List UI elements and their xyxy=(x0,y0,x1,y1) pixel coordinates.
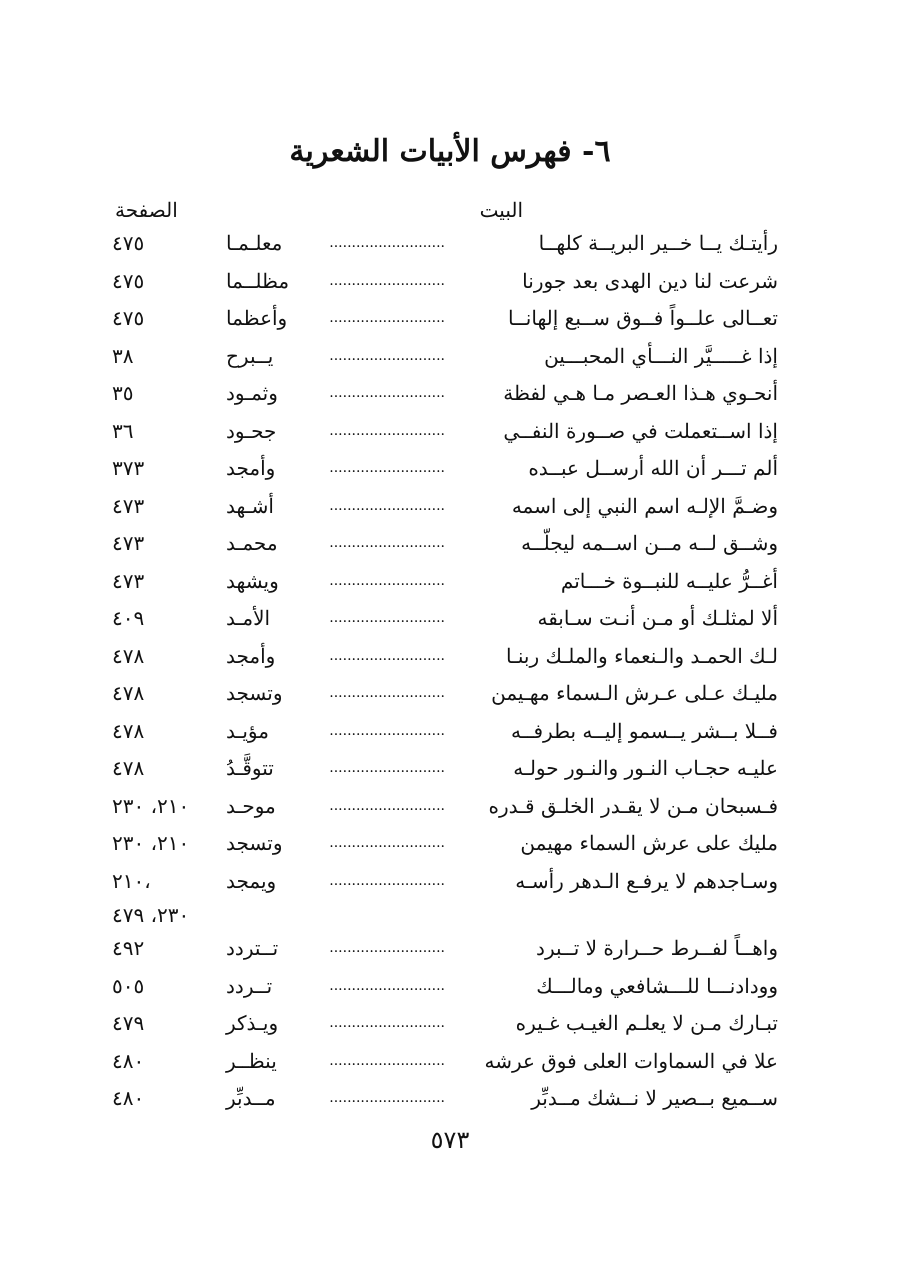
table-row: مليـك عـلى عـرش الـسماء مهـيمن .......................... وتسجد ٤٧٨ xyxy=(0,675,900,713)
verse-text: وشــق لــه مــن اســمه ليجلّــه xyxy=(521,531,778,555)
page-reference: ٤٧٥ xyxy=(112,306,145,330)
table-row: مليك على عرش السماء مهيمن .......................... وتسجد ٢١٠، ٢٣٠ xyxy=(0,825,900,863)
page-reference: ٤٧٩ xyxy=(112,1011,145,1035)
page-reference: ٤٧٨ xyxy=(112,756,145,780)
table-row: أنحـوي هـذا العـصر مـا هـي لفظة .......................... وثمـود ٣٥ xyxy=(0,375,900,413)
page-reference: ٢١٠، ٢٣٠ xyxy=(112,793,190,818)
rhyme-word: مؤيـد xyxy=(226,718,269,743)
verse-text: وسـاجدهم لا يرفـع الـدهر رأسـه xyxy=(515,868,778,893)
page-reference: ٤٧٣ xyxy=(112,531,145,555)
page-reference: ٢٣٠، ٤٧٩ xyxy=(112,903,190,927)
verse-text: وودادنـــا للـــشافعي ومالـــك xyxy=(536,973,778,998)
table-row: شرعت لنا دين الهدى بعد جورنا .......................... مظلــما ٤٧٥ xyxy=(0,263,900,301)
rhyme-word: موحـد xyxy=(226,793,276,818)
page-reference: ٤٨٠ xyxy=(112,1048,145,1073)
table-row: وودادنـــا للـــشافعي ومالـــك .......................... تــردد ٥٠٥ xyxy=(0,968,900,1006)
table-row: أغــرُّ عليــه للنبــوة خـــاتم .......................... ويشهد ٤٧٣ xyxy=(0,563,900,601)
page-reference: ٢١٠، ٢٣٠ xyxy=(112,831,190,855)
table-row: فــلا بــشر يــسمو إليــه بطرفــه .......................... مؤيـد ٤٧٨ xyxy=(0,713,900,751)
rhyme-word: الأمـد xyxy=(226,606,271,630)
rhyme-word: معلـمـا xyxy=(226,231,283,255)
table-row: وسـاجدهم لا يرفـع الـدهر رأسـه .......................... ويمجد ،٢١٠ xyxy=(0,863,900,901)
verse-text: رأيتـك يــا خــير البريــة كلهــا xyxy=(538,231,778,255)
rhyme-word: وأمجد xyxy=(226,643,276,668)
rhyme-word: وتسجد xyxy=(226,831,283,855)
table-row: وشــق لــه مــن اســمه ليجلّــه .......................... محمـد ٤٧٣ xyxy=(0,525,900,563)
page-reference: ٤٧٨ xyxy=(112,718,145,743)
verse-text: وضـمَّ الإلـه اسم النبي إلى اسمه xyxy=(511,493,778,518)
verse-column-header: البيت xyxy=(479,198,523,222)
page-reference: ٤٧٣ xyxy=(112,568,145,593)
page-reference: ٥٠٥ xyxy=(112,973,145,998)
rhyme-word: تــردد xyxy=(226,973,273,998)
rhyme-word: تتوقَّـدُ xyxy=(226,756,274,780)
page-reference: ٤٧٥ xyxy=(112,231,145,255)
table-row: رأيتـك يــا خــير البريــة كلهــا .......................... معلـمـا ٤٧٥ xyxy=(0,225,900,263)
rhyme-word: ويـذكر xyxy=(226,1011,279,1035)
page-title: ٦- فهرس الأبيات الشعرية xyxy=(289,134,611,169)
rhyme-word: مــدبِّر xyxy=(226,1086,276,1110)
verse-text: ألا لمثلـك أو مـن أنـت سـابقه xyxy=(537,606,778,630)
rhyme-word: ويمجد xyxy=(226,868,277,893)
verse-text: ألم تـــر أن الله أرســل عبــده xyxy=(528,456,778,480)
rhyme-word: وتسجد xyxy=(226,681,283,705)
table-row: وضـمَّ الإلـه اسم النبي إلى اسمه .......................... أشـهد ٤٧٣ xyxy=(0,488,900,526)
verse-text: واهــاً لفــرط حــرارة لا تــبرد xyxy=(536,936,778,960)
page-reference: ٤٩٢ xyxy=(112,936,145,960)
page-reference: ٤٠٩ xyxy=(112,606,145,630)
page-reference: ،٢١٠ xyxy=(112,868,151,893)
rhyme-word: وثمـود xyxy=(226,381,278,405)
page-reference: ٣٦ xyxy=(112,418,134,443)
verse-text: مليك على عرش السماء مهيمن xyxy=(520,831,778,855)
rhyme-word: أشـهد xyxy=(226,493,274,518)
verse-text: عليـه حجـاب النـور والنـور حولـه xyxy=(513,756,778,780)
page-reference: ٤٧٣ xyxy=(112,493,145,518)
verse-text: أنحـوي هـذا العـصر مـا هـي لفظة xyxy=(503,381,778,405)
verse-text: فـسبحان مـن لا يقـدر الخلـق قـدره xyxy=(488,793,778,818)
rhyme-word: يــبرح xyxy=(226,343,274,368)
rhyme-word: وأعظما xyxy=(226,306,288,330)
page-reference: ٤٧٨ xyxy=(112,643,145,668)
table-row: إذا غـــــيَّر النـــأي المحبـــين .......................... يــبرح ٣٨ xyxy=(0,338,900,376)
table-row: عليـه حجـاب النـور والنـور حولـه .......................... تتوقَّـدُ ٤٧٨ xyxy=(0,750,900,788)
page-reference: ٤٨٠ xyxy=(112,1086,145,1110)
verse-text: إذا غـــــيَّر النـــأي المحبـــين xyxy=(544,343,778,368)
rhyme-word: محمـد xyxy=(226,531,278,555)
table-row xyxy=(0,900,900,930)
table-row: فـسبحان مـن لا يقـدر الخلـق قـدره .......................... موحـد ٢١٠، ٢٣٠ xyxy=(0,788,900,826)
page-column-header: الصفحة xyxy=(115,198,178,222)
table-row: إذا اســتعملت في صــورة النفــي .......................... جحـود ٣٦ xyxy=(0,413,900,451)
verse-text: ســميع بــصير لا نــشك مــدبِّر xyxy=(531,1086,778,1110)
verse-text: لـك الحمـد والـنعماء والملـك ربنـا xyxy=(505,643,778,668)
verse-text: فــلا بــشر يــسمو إليــه بطرفــه xyxy=(511,718,778,743)
rhyme-word: جحـود xyxy=(226,418,277,443)
verse-text: مليـك عـلى عـرش الـسماء مهـيمن xyxy=(491,681,778,705)
verse-text: شرعت لنا دين الهدى بعد جورنا xyxy=(522,268,778,293)
page-reference: ٤٧٨ xyxy=(112,681,145,705)
verse-text: تبـارك مـن لا يعلـم الغيـب غـيره xyxy=(515,1011,778,1035)
rhyme-word: وأمجد xyxy=(226,456,276,480)
table-row: تعــالى علــواً فــوق ســبع إلهانــا .......................... وأعظما ٤٧٥ xyxy=(0,300,900,338)
table-row: واهــاً لفــرط حــرارة لا تــبرد .......................... تــتردد ٤٩٢ xyxy=(0,930,900,968)
table-row: لـك الحمـد والـنعماء والملـك ربنـا .......................... وأمجد ٤٧٨ xyxy=(0,638,900,676)
page-reference: ٣٥ xyxy=(112,381,134,405)
table-row: علا في السماوات العلى فوق عرشه .......................... ينظــر ٤٨٠ xyxy=(0,1043,900,1081)
table-row: ألا لمثلـك أو مـن أنـت سـابقه .......................... الأمـد ٤٠٩ xyxy=(0,600,900,638)
page-reference: ٤٧٥ xyxy=(112,268,145,293)
rhyme-word: مظلــما xyxy=(226,268,290,293)
verse-text: إذا اســتعملت في صــورة النفــي xyxy=(503,418,778,443)
rhyme-word: تــتردد xyxy=(226,936,279,960)
verse-text: أغــرُّ عليــه للنبــوة خـــاتم xyxy=(560,568,778,593)
page-reference: ٣٧٣ xyxy=(112,456,145,480)
table-row: ســميع بــصير لا نــشك مــدبِّر .......................... مــدبِّر ٤٨٠ xyxy=(0,1080,900,1118)
rhyme-word: ويشهد xyxy=(226,568,279,593)
rhyme-word: ينظــر xyxy=(226,1048,277,1073)
page-reference: ٣٨ xyxy=(112,343,134,368)
table-row: ألم تـــر أن الله أرســل عبــده .......................... وأمجد ٣٧٣ xyxy=(0,450,900,488)
verse-text: علا في السماوات العلى فوق عرشه xyxy=(484,1048,778,1073)
verse-index-list xyxy=(0,225,900,1118)
page-number: ٥٧٣ xyxy=(430,1126,470,1154)
verse-text: تعــالى علــواً فــوق ســبع إلهانــا xyxy=(507,306,778,330)
table-row: تبـارك مـن لا يعلـم الغيـب غـيره .......................... ويـذكر ٤٧٩ xyxy=(0,1005,900,1043)
